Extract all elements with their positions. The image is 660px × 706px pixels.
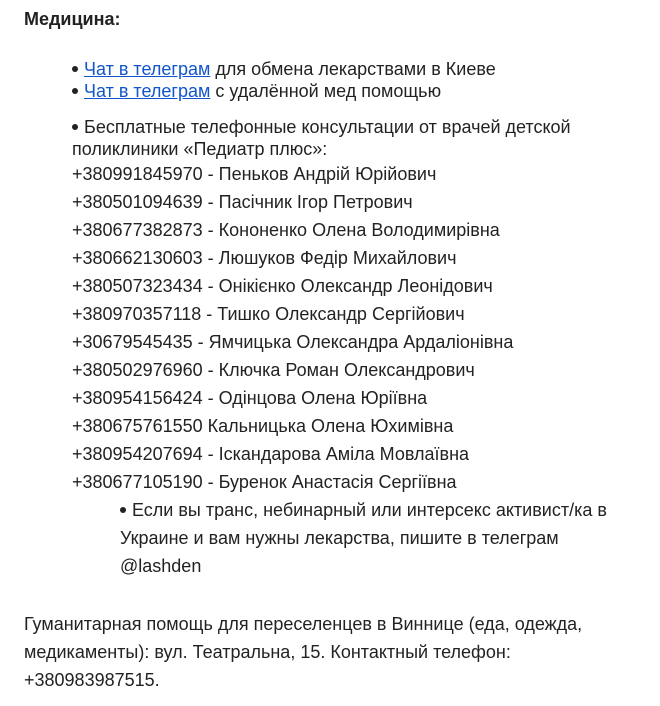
contact-entry: +380662130603 - Люшуков Федір Михайлович <box>72 248 457 268</box>
list-item <box>72 80 496 102</box>
bullet-icon <box>120 507 126 513</box>
contact-entry: +30679545435 - Ямчицька Олександра Ардаліонівна <box>72 332 514 352</box>
humanitarian-aid-paragraph: Гуманитарная помощь для переселенцев в Виннице (еда, одежда, медикаменты): вул. Театральна, 15. Контактный телефон: +380983987515. <box>24 614 583 690</box>
trans-support-note <box>120 496 640 580</box>
telegram-chat-link[interactable]: Чат в телеграм <box>84 59 211 79</box>
bullet-icon <box>72 66 78 72</box>
consultation-intro <box>72 116 632 160</box>
link-description: для обмена лекарствами в Киеве <box>210 59 496 79</box>
telegram-chat-link[interactable]: Чат в телеграм <box>84 81 211 101</box>
bullet-icon <box>72 124 78 130</box>
contact-entry: +380954156424 - Одінцова Олена Юріївна <box>72 388 428 408</box>
contact-entry: +380970357118 - Тишко Олександр Сергійович <box>72 304 465 324</box>
consultation-intro-text: Бесплатные телефонные консультации от врачей детской поликлиники «Педиатр плюс»: <box>72 117 571 159</box>
contact-entry: +380991845970 - Пеньков Андрій Юрійович <box>72 164 437 184</box>
list-item <box>72 58 496 80</box>
contact-entry: +380501094639 - Пасічник Ігор Петрович <box>72 192 413 212</box>
section-heading: Медицина: <box>24 9 121 29</box>
contact-entry: +380502976960 - Ключка Роман Олександрович <box>72 360 475 380</box>
link-description: с удалённой мед помощью <box>210 81 442 101</box>
contact-entry: +380954207694 - Іскандарова Аміла Мовлаївна <box>72 444 470 464</box>
contact-entry: +380677382873 - Кононенко Олена Володимирівна <box>72 220 500 240</box>
bullet-icon <box>72 88 78 94</box>
telegram-links-list <box>72 58 496 102</box>
trans-support-text: Если вы транс, небинарный или интерсекс активист/ка в Украине и вам нужны лекарства, пишите в телеграм @lashden <box>120 500 607 576</box>
doctor-contacts-list <box>72 160 513 496</box>
contact-entry: +380677105190 - Буренок Анастасія Сергіївна <box>72 472 457 492</box>
contact-entry: +380675761550 Кальницька Олена Юхимівна <box>72 416 454 436</box>
contact-entry: +380507323434 - Онікієнко Олександр Леонідович <box>72 276 493 296</box>
